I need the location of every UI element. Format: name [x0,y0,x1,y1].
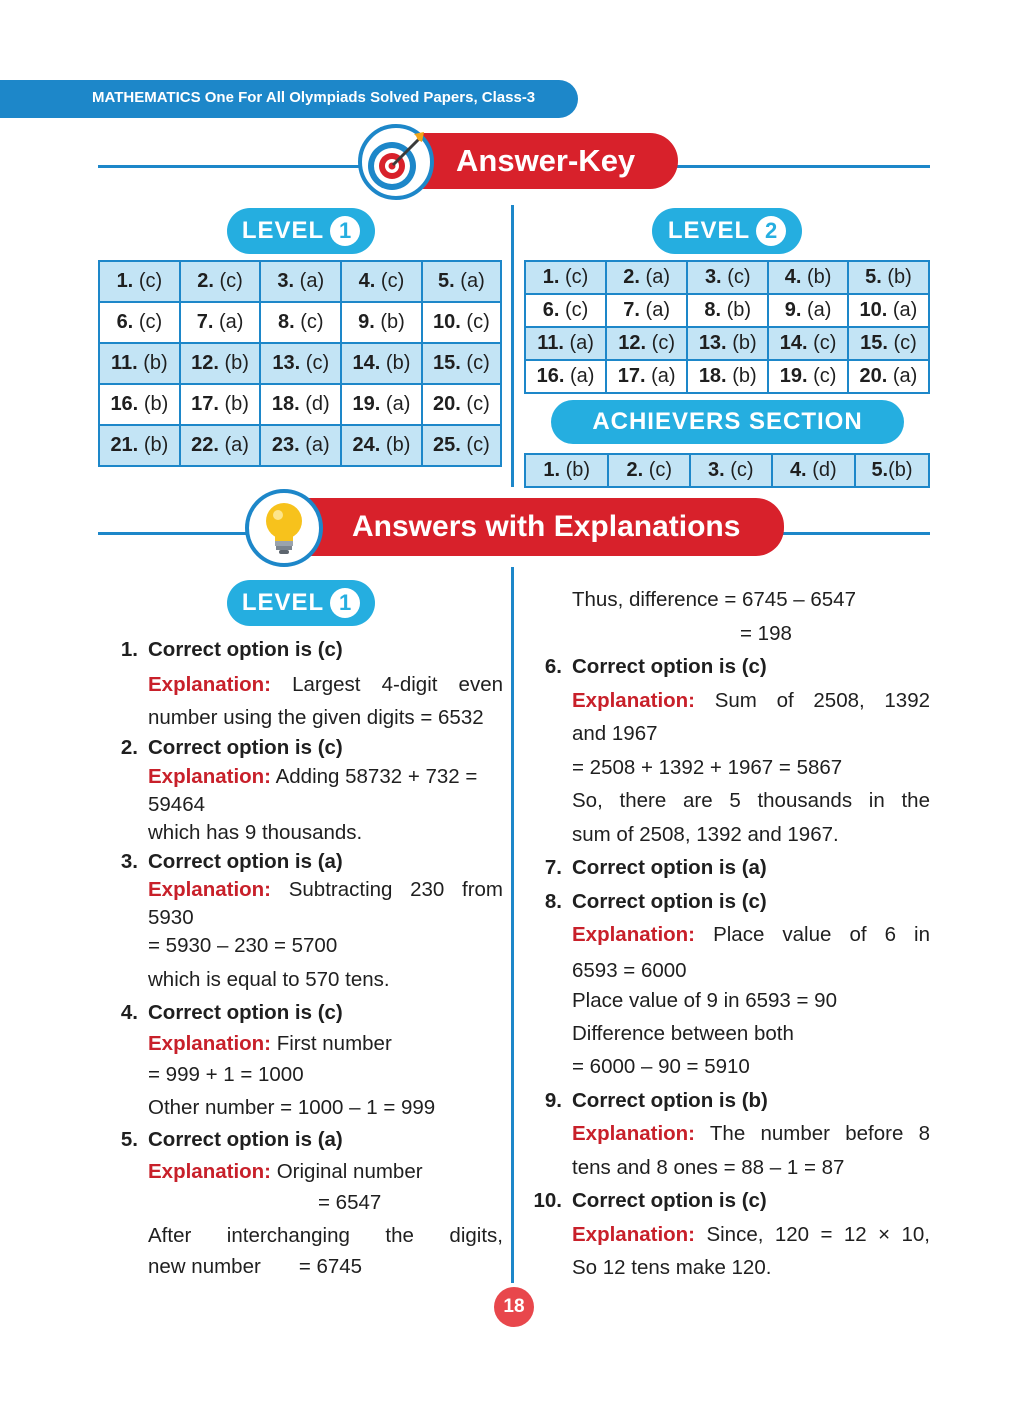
answer-option: (b) [385,434,411,456]
question-number: 23. [271,434,300,456]
question-number: 16. [110,393,139,415]
answer-cell [690,454,772,487]
question-number: 24. [352,434,381,456]
question-number: 18. [271,393,300,415]
achievers-section-pill [551,400,904,444]
question-number: 5. [438,270,455,292]
question-number: 14. [779,332,808,354]
answer-cell [341,261,422,302]
answer-cell [422,425,501,466]
answer-option: (b) [224,393,249,415]
answer-cell [687,261,768,294]
question-number: 8. [704,299,722,321]
question-number: 6. [116,311,134,333]
answer-option: (c) [466,393,490,415]
question-number: 1. [543,459,561,481]
question-number: 5. [865,266,882,288]
answer-option: (a) [460,270,485,292]
answer-cell [606,327,687,360]
level-2-number: 2 [756,216,786,246]
question-number: 16. [536,365,565,387]
question-number: 12. [618,332,647,354]
question-4: 4. Correct option is (c) [120,1001,343,1024]
question-9: 9. Correct option is (b) [544,1088,768,1112]
question-number: 17. [191,393,219,415]
question-number: 15. [860,332,888,354]
answer-cell [525,360,606,393]
answer-cell [180,425,261,466]
answer-cell [772,454,855,487]
question-5: 5. Correct option is (a) [120,1128,343,1151]
answer-key-divider [511,205,514,487]
answer-option: (c) [565,299,589,321]
question-number: 2. [197,270,214,292]
answer-option: (a) [305,434,330,456]
answer-cell [606,360,687,393]
answer-cell [99,384,180,425]
answer-cell [422,343,501,384]
answer-cell [341,384,422,425]
answer-cell [180,343,261,384]
question-number: 3. [708,459,725,481]
answer-option: (a) [224,434,249,456]
answer-cell [687,360,768,393]
question-number: 3. [704,266,722,288]
answer-row [99,261,501,302]
answer-cell [768,327,848,360]
question-number: 25. [433,434,461,456]
question-number: 2. [623,266,640,288]
answer-cell [525,294,606,327]
answer-option: (d) [305,393,330,415]
answer-cell [848,294,929,327]
answer-option: (a) [299,270,325,292]
answer-option: (b) [726,299,752,321]
question-number: 13. [272,352,301,374]
question-number: 5. [871,459,889,481]
answer-option: (c) [648,459,673,481]
answer-cell [341,343,422,384]
question-number: 20. [433,393,461,415]
achievers-answer-table [524,453,930,488]
answer-option: (a) [385,393,411,415]
answer-option: (c) [466,352,490,374]
target-icon [358,124,434,200]
question-number: 3. [277,270,295,292]
question-number: 9. [358,311,375,333]
answer-cell [260,302,341,343]
question-number: 22. [191,434,219,456]
page-number: 18 [494,1287,534,1327]
question-number: 6. [542,299,560,321]
answer-option: (c) [813,365,837,387]
level-1-number: 1 [330,216,360,246]
answer-cell [525,261,606,294]
answer-cell [848,360,929,393]
answer-option: (b) [565,459,591,481]
answer-cell [260,261,341,302]
question-number: 11. [537,332,564,354]
answer-cell [608,454,690,487]
answer-key-banner [404,133,678,189]
answer-cell [768,294,848,327]
question-number: 2. [626,459,644,481]
question-number: 1. [116,270,134,292]
answer-row [99,343,501,384]
answer-option: (a) [569,332,594,354]
answer-cell [99,425,180,466]
answer-row [99,425,501,466]
question-number: 4. [358,270,376,292]
answer-option: (c) [300,311,324,333]
answer-option: (c) [138,311,163,333]
question-number: 20. [859,365,888,387]
question-number: 19. [352,393,381,415]
question-number: 10. [433,311,461,333]
answer-option: (c) [466,434,490,456]
answer-cell [525,327,606,360]
answer-option: (c) [380,270,405,292]
question-number: 7. [623,299,640,321]
answer-option: (c) [565,266,589,288]
answer-cell [768,360,848,393]
answer-option: (b) [888,459,913,481]
answer-option: (a) [806,299,832,321]
answer-option: (c) [651,332,675,354]
explanations-title: Answers with Explanations [352,510,741,543]
answer-option: (a) [218,311,244,333]
question-number: 4. [784,266,802,288]
question-3: 3. Correct option is (a) [120,849,343,873]
answer-row [99,302,501,343]
answer-cell [260,343,341,384]
answer-cell [848,327,929,360]
question-number: 13. [698,332,727,354]
question-number: 10. [859,299,888,321]
answer-cell [341,425,422,466]
answer-row [99,384,501,425]
answer-cell [260,384,341,425]
answer-cell [99,343,180,384]
answer-cell [180,384,261,425]
answer-option: (a) [651,365,676,387]
answer-option: (b) [732,332,757,354]
answer-option: (b) [380,311,405,333]
question-2: 2. Correct option is (c) [120,735,343,759]
answer-option: (b) [143,352,168,374]
answer-cell [99,261,180,302]
question-number: 21. [110,434,139,456]
answer-cell [341,302,422,343]
answer-cell [525,454,608,487]
level-1-pill [227,208,375,254]
answer-option: (b) [143,434,169,456]
question-number: 8. [277,311,295,333]
answer-option: (c) [893,332,917,354]
question-10: 10. Correct option is (c) [533,1189,767,1212]
explanations-level-number: 1 [330,588,360,618]
explanations-banner [290,498,784,556]
lightbulb-icon [245,489,323,567]
answer-option: (a) [892,299,918,321]
answer-option: (b) [224,352,249,374]
question-number: 17. [617,365,646,387]
answer-option: (b) [143,393,169,415]
answer-cell [687,294,768,327]
answer-option: (a) [892,365,918,387]
answer-cell [606,294,687,327]
answer-option: (c) [219,270,243,292]
answer-option: (c) [138,270,163,292]
question-7: 7. Correct option is (a) [544,856,767,879]
answer-row [525,454,929,487]
answer-cell [422,261,501,302]
explanations-level-1-pill [227,580,375,626]
level-1-answer-table [98,260,502,467]
answer-option: (a) [645,266,670,288]
answer-cell [99,302,180,343]
answer-option: (a) [645,299,670,321]
answer-option: (d) [812,459,837,481]
answer-cell [606,261,687,294]
explanations-left-column: 1. Correct option is (c) Explanation: Largest 4-digit even number using the given digits = 6532 2. Correct option is (c) Explanation: Adding 58732 + 732 = 59464 which has 9 thousands. 3. Correct option is (a) Explanation: Subtracting 230 from 5930 = 5930 – 230 = 5700 which is equal to 570 tens. 4. Correct option is (c) Explanation: First number = 999 + 1 = 1000 Other number = 1000 – 1 = 999 5. Correct option is (a) Explanation: Original number = 6547 After interchanging the digits, new number = 6745 [106,633,503,1284]
answer-option: (c) [466,311,490,333]
answer-row [525,261,929,294]
answer-cell [422,384,501,425]
question-8: 8. Correct option is (c) [544,889,767,913]
question-number: 4. [789,459,807,481]
question-number: 19. [779,365,808,387]
level-2-pill [652,208,802,254]
explanations-right-column: Thus, difference = 6745 – 6547 = 198 6. Correct option is (c) Explanation: Sum of 2508, 1392 and 1967 = 2508 + 1392 + 1967 = 5867 So, there are 5 thousands in the sum of 2508, 1392 and 1967. 7. Correct option is (a) 8. Correct option is (c) Explanation: Place value of 6 in 6593 = 6000 Place value of 9 in 6593 = 90 Difference between both = 6000 – 90 = 5910 9. Correct option is (b) Explanation: The number before 8 tens and 8 ones = 88 – 1 = 87 10. Correct option is (c) Explanation: Since, 120 = 12 × 10, So 12 tens make 120. [530,583,930,1285]
answer-cell [180,302,261,343]
answer-cell [422,302,501,343]
answer-cell [848,261,929,294]
answer-row [525,327,929,360]
book-title: MATHEMATICS One For All Olympiads Solved Papers, Class-3 [92,89,536,106]
answer-cell [855,454,929,487]
question-number: 9. [784,299,802,321]
question-number: 1. [542,266,560,288]
explanations-divider [511,567,514,1283]
answer-option: (c) [727,266,751,288]
answer-cell [687,327,768,360]
explanations-level-label: LEVEL [241,589,325,616]
answer-row [525,294,929,327]
level-1-label: LEVEL [241,217,325,244]
answer-row [525,360,929,393]
answer-option: (b) [385,352,411,374]
question-number: 11. [110,352,138,374]
answer-cell [260,425,341,466]
question-number: 7. [196,311,214,333]
answer-option: (c) [813,332,837,354]
question-number: 15. [433,352,461,374]
question-1: 1. Correct option is (c) [120,638,343,661]
question-6: 6. Correct option is (c) [544,655,767,678]
level-2-answer-table [524,260,930,394]
answer-option: (a) [570,365,595,387]
answer-cell [180,261,261,302]
answer-option: (b) [732,365,757,387]
level-2-label: LEVEL [667,217,751,244]
answer-option: (c) [305,352,330,374]
achievers-section-label: ACHIEVERS SECTION [592,408,863,435]
answer-option: (b) [887,266,912,288]
answer-option: (c) [730,459,754,481]
question-number: 18. [698,365,727,387]
question-number: 12. [191,352,219,374]
answer-key-title: Answer-Key [456,143,636,178]
answer-cell [768,261,848,294]
answer-option: (b) [806,266,832,288]
question-number: 14. [352,352,381,374]
